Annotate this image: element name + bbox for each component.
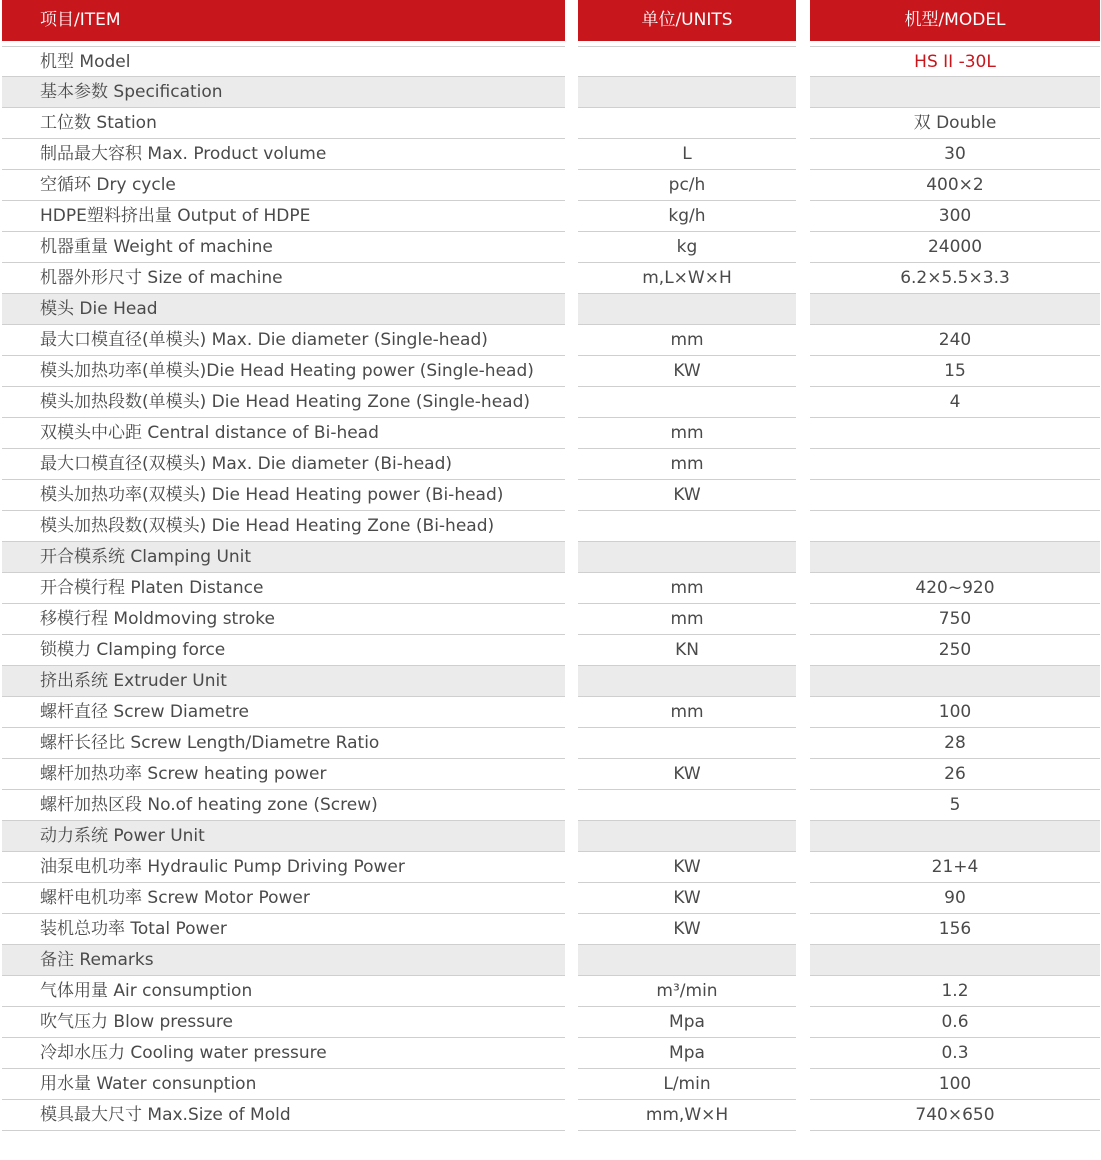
unit-cell: m,L×W×H <box>578 263 796 294</box>
unit-cell: mm <box>578 418 796 449</box>
table-row <box>0 356 1101 387</box>
item-cell: 开合模行程 Platen Distance <box>2 573 565 604</box>
table-row <box>0 263 1101 294</box>
unit-cell: KN <box>578 635 796 666</box>
unit-cell <box>578 728 796 759</box>
item-cell: 模头加热段数(单模头) Die Head Heating Zone (Single-head) <box>2 387 565 418</box>
item-cell: 机型 Model <box>2 46 565 77</box>
unit-cell: L <box>578 139 796 170</box>
item-cell: 基本参数 Specification <box>2 77 565 108</box>
header-units: 单位/UNITS <box>578 0 796 41</box>
unit-cell: KW <box>578 759 796 790</box>
item-cell: 机器外形尺寸 Size of machine <box>2 263 565 294</box>
table-row <box>0 1100 1101 1131</box>
item-cell: 模头加热段数(双模头) Die Head Heating Zone (Bi-head) <box>2 511 565 542</box>
header-item: 项目/ITEM <box>2 0 565 41</box>
unit-cell <box>578 294 796 325</box>
unit-cell: mm <box>578 325 796 356</box>
unit-cell: mm <box>578 604 796 635</box>
table-row <box>0 170 1101 201</box>
item-cell: 吹气压力 Blow pressure <box>2 1007 565 1038</box>
unit-cell: KW <box>578 356 796 387</box>
unit-cell <box>578 387 796 418</box>
item-cell: 油泵电机功率 Hydraulic Pump Driving Power <box>2 852 565 883</box>
table-row <box>0 604 1101 635</box>
value-cell: 240 <box>810 325 1100 356</box>
item-cell: 模头 Die Head <box>2 294 565 325</box>
table-row <box>0 1038 1101 1069</box>
unit-cell: mm <box>578 573 796 604</box>
unit-cell: kg/h <box>578 201 796 232</box>
value-cell: 300 <box>810 201 1100 232</box>
unit-cell <box>578 821 796 852</box>
item-cell: 气体用量 Air consumption <box>2 976 565 1007</box>
unit-cell: Mpa <box>578 1038 796 1069</box>
value-cell: 21+4 <box>810 852 1100 883</box>
table-row <box>0 108 1101 139</box>
unit-cell: KW <box>578 883 796 914</box>
value-cell: 0.6 <box>810 1007 1100 1038</box>
table-row <box>0 852 1101 883</box>
table-row <box>0 976 1101 1007</box>
item-cell: 模头加热功率(双模头) Die Head Heating power (Bi-head) <box>2 480 565 511</box>
item-cell: 备注 Remarks <box>2 945 565 976</box>
value-cell <box>810 511 1100 542</box>
value-cell: 100 <box>810 1069 1100 1100</box>
section-row <box>0 666 1101 697</box>
table-row <box>0 573 1101 604</box>
value-cell: 4 <box>810 387 1100 418</box>
unit-cell <box>578 945 796 976</box>
value-cell <box>810 821 1100 852</box>
item-cell: 冷却水压力 Cooling water pressure <box>2 1038 565 1069</box>
unit-cell: kg <box>578 232 796 263</box>
unit-cell: L/min <box>578 1069 796 1100</box>
value-cell: 15 <box>810 356 1100 387</box>
value-cell: 6.2×5.5×3.3 <box>810 263 1100 294</box>
value-cell <box>810 666 1100 697</box>
unit-cell <box>578 542 796 573</box>
table-row <box>0 790 1101 821</box>
value-cell <box>810 542 1100 573</box>
item-cell: 装机总功率 Total Power <box>2 914 565 945</box>
item-cell: HDPE塑料挤出量 Output of HDPE <box>2 201 565 232</box>
item-cell: 最大口模直径(单模头) Max. Die diameter (Single-head) <box>2 325 565 356</box>
item-cell: 动力系统 Power Unit <box>2 821 565 852</box>
unit-cell <box>578 666 796 697</box>
unit-cell <box>578 77 796 108</box>
table-row <box>0 697 1101 728</box>
item-cell: 双模头中心距 Central distance of Bi-head <box>2 418 565 449</box>
table-row <box>0 449 1101 480</box>
unit-cell: m³/min <box>578 976 796 1007</box>
header-model: 机型/MODEL <box>810 0 1100 41</box>
table-row <box>0 1007 1101 1038</box>
value-cell: 420~920 <box>810 573 1100 604</box>
item-cell: 螺杆直径 Screw Diametre <box>2 697 565 728</box>
item-cell: 开合模系统 Clamping Unit <box>2 542 565 573</box>
table-row <box>0 232 1101 263</box>
item-cell: 模具最大尺寸 Max.Size of Mold <box>2 1100 565 1131</box>
table-row <box>0 914 1101 945</box>
item-cell: 移模行程 Moldmoving stroke <box>2 604 565 635</box>
table-row <box>0 759 1101 790</box>
unit-cell: pc/h <box>578 170 796 201</box>
table-row <box>0 325 1101 356</box>
value-cell <box>810 480 1100 511</box>
value-cell: 5 <box>810 790 1100 821</box>
item-cell: 螺杆加热区段 No.of heating zone (Screw) <box>2 790 565 821</box>
value-cell <box>810 294 1100 325</box>
section-row <box>0 294 1101 325</box>
value-cell: 0.3 <box>810 1038 1100 1069</box>
unit-cell: KW <box>578 480 796 511</box>
unit-cell <box>578 46 796 77</box>
unit-cell <box>578 511 796 542</box>
value-cell: 740×650 <box>810 1100 1100 1131</box>
value-cell <box>810 945 1100 976</box>
value-cell: 750 <box>810 604 1100 635</box>
table-row <box>0 480 1101 511</box>
section-row <box>0 821 1101 852</box>
unit-cell: KW <box>578 914 796 945</box>
value-cell: 双 Double <box>810 108 1100 139</box>
section-row <box>0 77 1101 108</box>
value-cell: 90 <box>810 883 1100 914</box>
item-cell: 锁模力 Clamping force <box>2 635 565 666</box>
value-cell <box>810 449 1100 480</box>
model-row <box>0 46 1101 77</box>
item-cell: 用水量 Water consunption <box>2 1069 565 1100</box>
item-cell: 螺杆加热功率 Screw heating power <box>2 759 565 790</box>
value-cell: 24000 <box>810 232 1100 263</box>
value-cell: 30 <box>810 139 1100 170</box>
table-row <box>0 883 1101 914</box>
item-cell: 制品最大容积 Max. Product volume <box>2 139 565 170</box>
value-cell <box>810 418 1100 449</box>
unit-cell <box>578 108 796 139</box>
table-row <box>0 728 1101 759</box>
value-cell: HS II -30L <box>810 46 1100 77</box>
section-row <box>0 945 1101 976</box>
table-row <box>0 139 1101 170</box>
item-cell: 模头加热功率(单模头)Die Head Heating power (Single-head) <box>2 356 565 387</box>
unit-cell: mm <box>578 697 796 728</box>
value-cell: 28 <box>810 728 1100 759</box>
item-cell: 螺杆长径比 Screw Length/Diametre Ratio <box>2 728 565 759</box>
table-row <box>0 201 1101 232</box>
table-row <box>0 635 1101 666</box>
unit-cell: KW <box>578 852 796 883</box>
item-cell: 挤出系统 Extruder Unit <box>2 666 565 697</box>
table-row <box>0 511 1101 542</box>
table-row <box>0 418 1101 449</box>
value-cell: 100 <box>810 697 1100 728</box>
section-row <box>0 542 1101 573</box>
table-row <box>0 387 1101 418</box>
value-cell: 400×2 <box>810 170 1100 201</box>
value-cell <box>810 77 1100 108</box>
item-cell: 机器重量 Weight of machine <box>2 232 565 263</box>
spec-table <box>0 46 1101 1131</box>
item-cell: 空循环 Dry cycle <box>2 170 565 201</box>
value-cell: 250 <box>810 635 1100 666</box>
value-cell: 156 <box>810 914 1100 945</box>
table-row <box>0 1069 1101 1100</box>
item-cell: 最大口模直径(双模头) Max. Die diameter (Bi-head) <box>2 449 565 480</box>
value-cell: 1.2 <box>810 976 1100 1007</box>
unit-cell: mm,W×H <box>578 1100 796 1131</box>
unit-cell: mm <box>578 449 796 480</box>
item-cell: 螺杆电机功率 Screw Motor Power <box>2 883 565 914</box>
unit-cell <box>578 790 796 821</box>
unit-cell: Mpa <box>578 1007 796 1038</box>
value-cell: 26 <box>810 759 1100 790</box>
item-cell: 工位数 Station <box>2 108 565 139</box>
